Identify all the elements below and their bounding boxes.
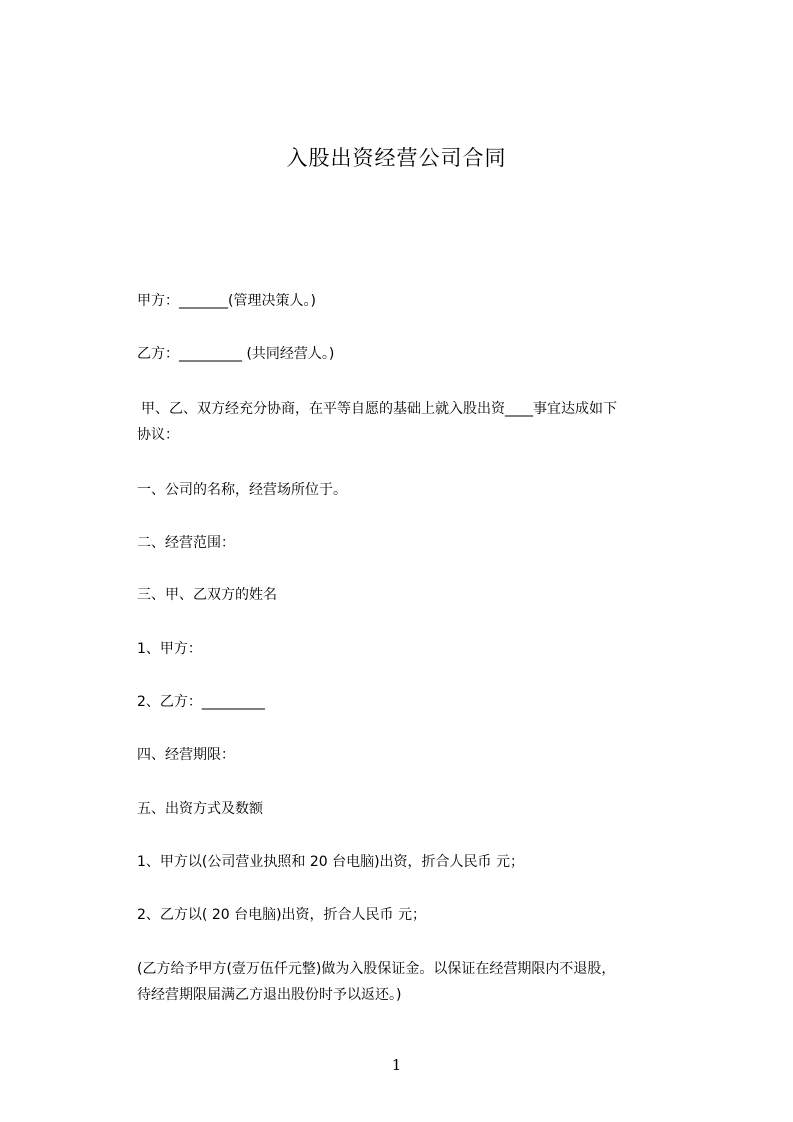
page-number: 1 bbox=[391, 1056, 402, 1074]
deposit-note-line-2: 待经营期限届满乙方退出股份时予以返还。) bbox=[137, 987, 402, 1003]
section-5-item-2: 2、乙方以( 20 台电脑)出资，折合人民币 元； bbox=[137, 907, 426, 923]
party-b-line: 乙方：_________ (共同经营人。) bbox=[137, 346, 335, 362]
section-1-company-name: 一、公司的名称，经营场所位于。 bbox=[137, 482, 347, 498]
section-4-term: 四、经营期限： bbox=[137, 747, 235, 763]
section-3-item-1: 1、甲方： bbox=[137, 641, 202, 657]
document-title: 入股出资经营公司合同 bbox=[286, 146, 507, 170]
section-5-contribution: 五、出资方式及数额 bbox=[137, 801, 263, 817]
section-5-item-1: 1、甲方以(公司营业执照和 20 台电脑)出资，折合人民币 元； bbox=[137, 854, 524, 870]
deposit-note-line-1: (乙方给予甲方(壹万伍仟元整)做为入股保证金。以保证在经营期限内不退股， bbox=[137, 961, 616, 977]
party-a-line: 甲方：_______(管理决策人。) bbox=[137, 293, 316, 309]
intro-line-2: 协议： bbox=[137, 427, 179, 443]
section-2-business-scope: 二、经营范围： bbox=[137, 535, 235, 551]
section-3-item-2: 2、乙方：_________ bbox=[137, 694, 265, 710]
intro-line-1: 甲、乙、双方经充分协商，在平等自愿的基础上就入股出资____事宜达成如下 bbox=[141, 401, 617, 417]
section-3-party-names: 三、甲、乙双方的姓名 bbox=[137, 587, 277, 603]
